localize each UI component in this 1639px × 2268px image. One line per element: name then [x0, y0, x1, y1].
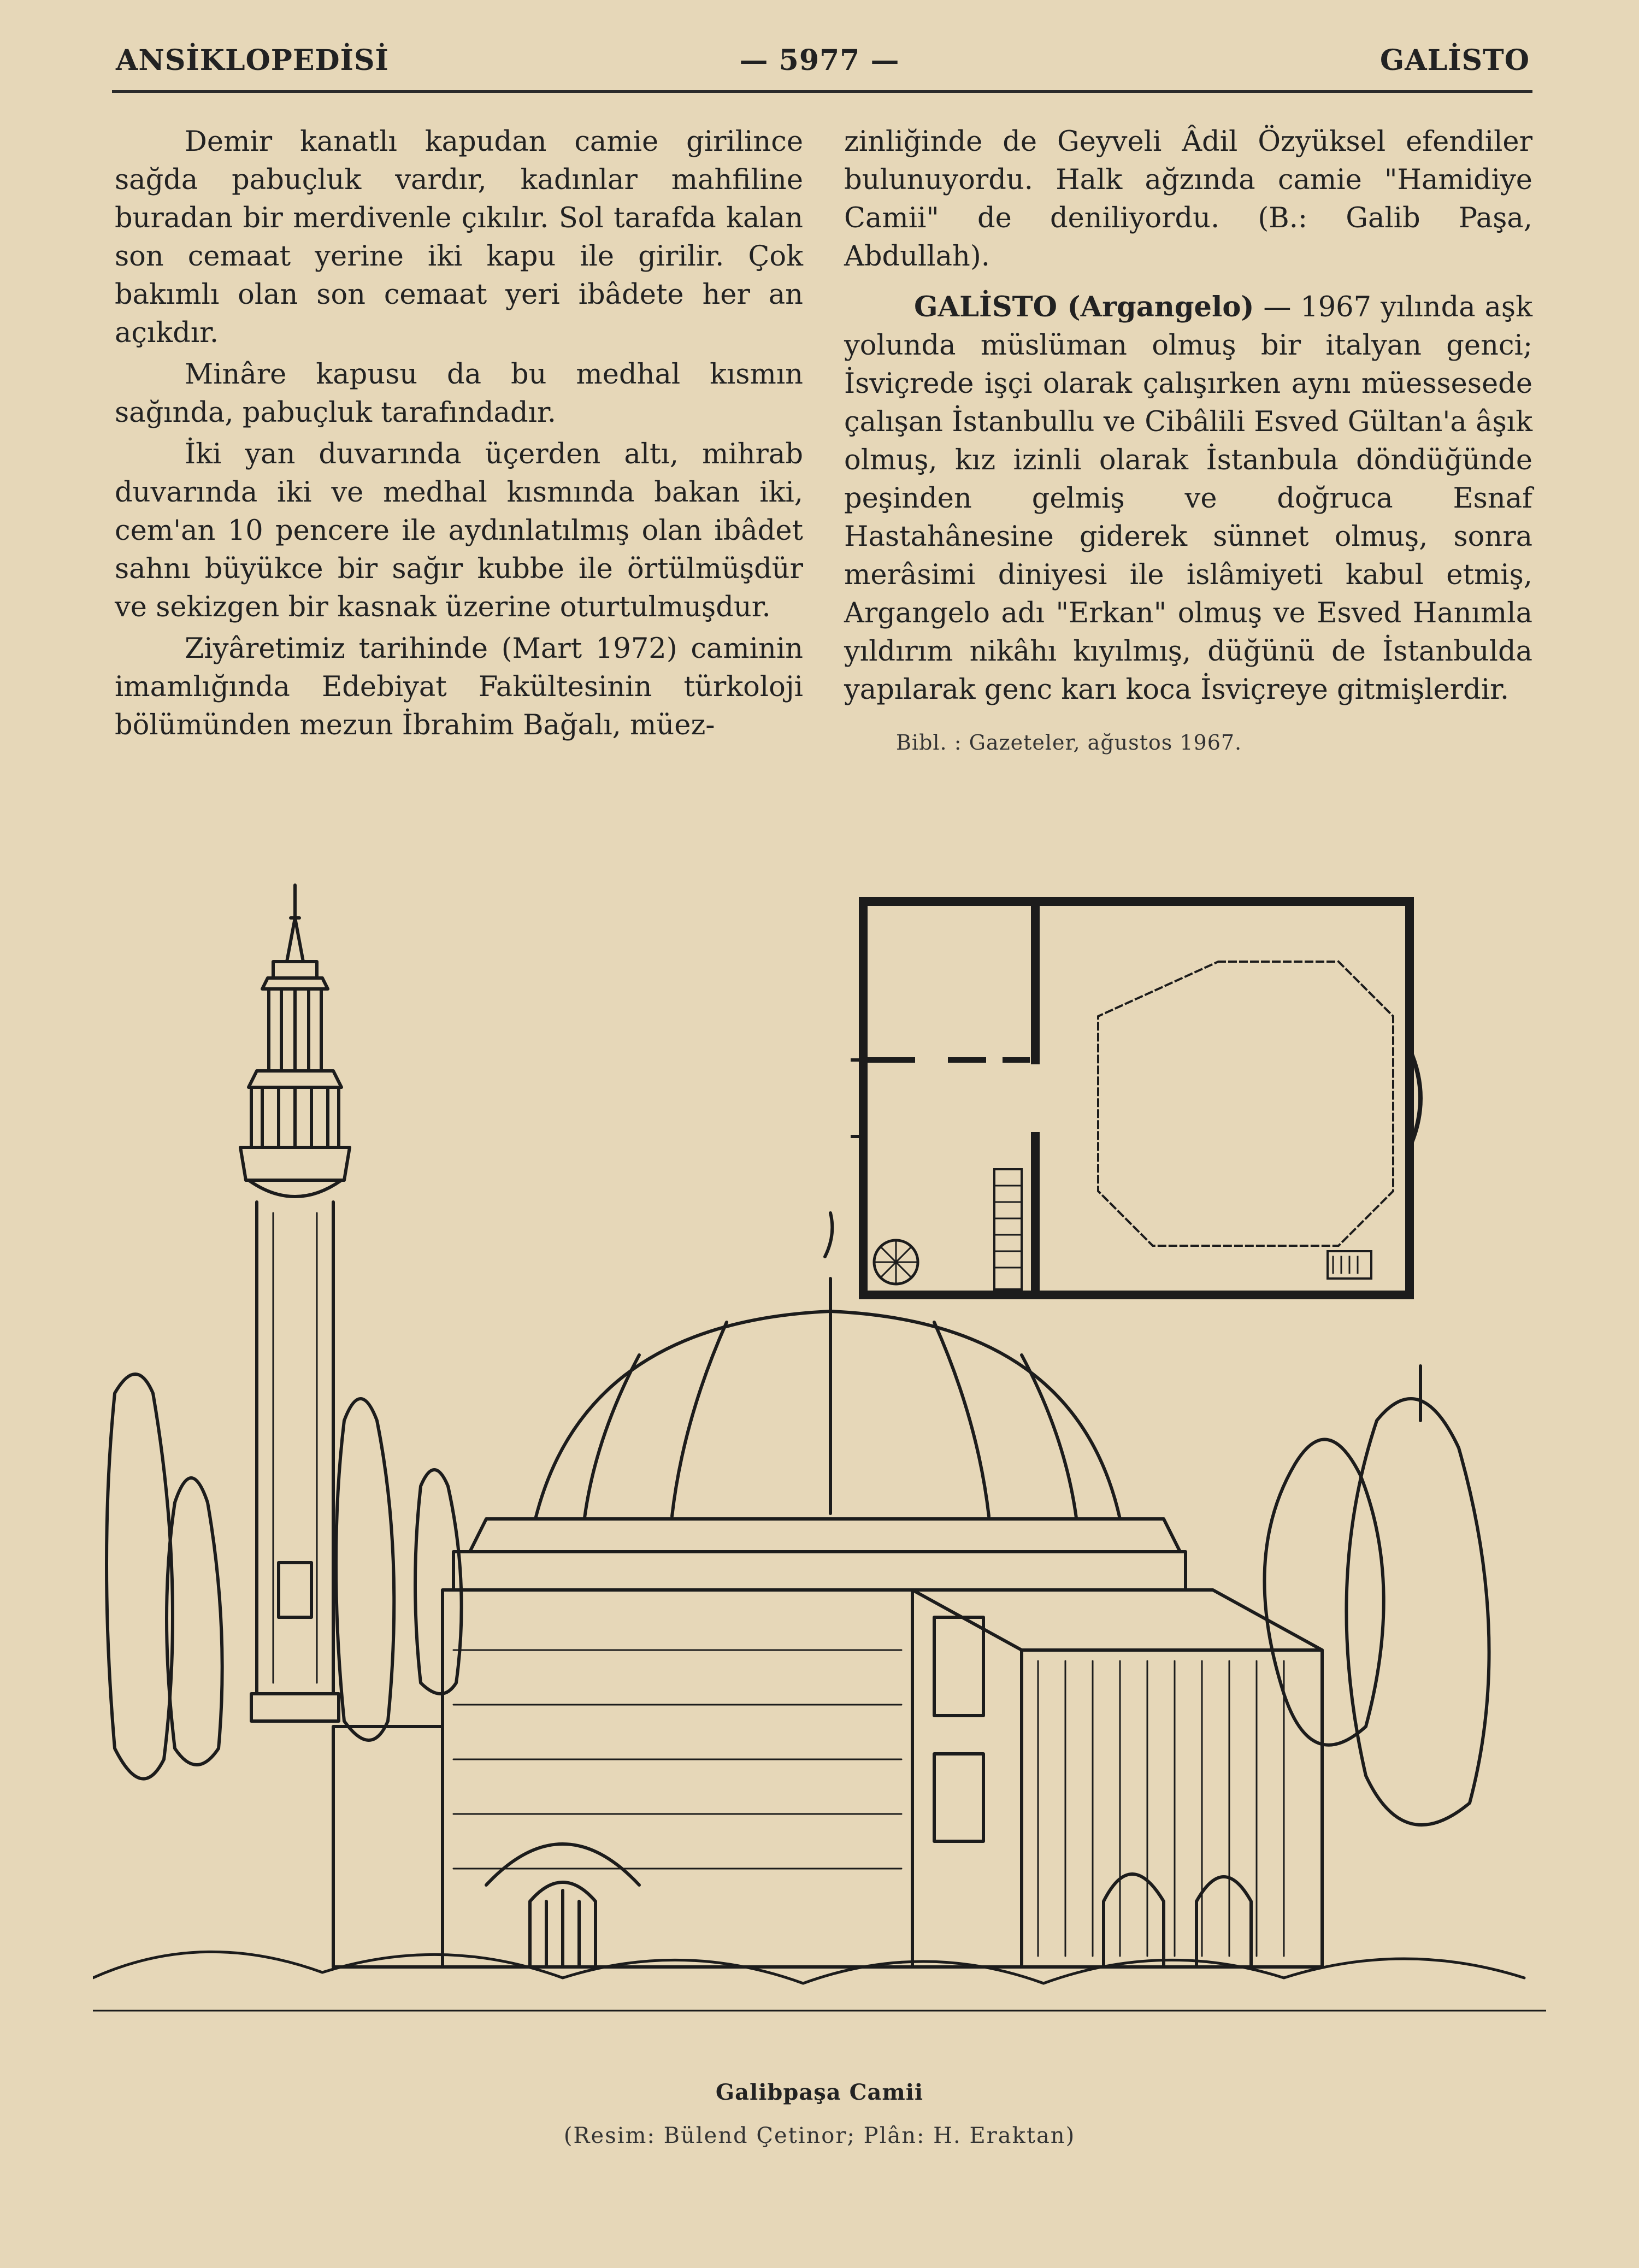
right-column	[844, 123, 1532, 765]
running-head-left: ANSİKLOPEDİSİ	[116, 44, 389, 77]
header-rule	[112, 90, 1532, 93]
paragraph: Minâre kapusu da bu medhal kısmın sağında, pabuçluk tarafındadır.	[115, 358, 803, 429]
entry-headword: GALİSTO (Argangelo)	[914, 291, 1254, 323]
paragraph: Demir kanatlı kapudan camie girilince sağda pabuçluk vardır, kadınlar mahfiline buradan bir merdivenle çıkılır. Sol tarafda kalan son cemaat yerine iki kapu ile girilir. Çok bakımlı olan son cemaat yeri ibâdete her an açıkdır.	[115, 126, 803, 349]
paragraph: Ziyâretimiz tarihinde (Mart 1972) caminin imamlığında Edebiyat Fakültesinin türkoloji bölümünden mezun İbrahim Bağalı, müez-	[115, 633, 803, 741]
page-number: — 5977 —	[739, 44, 900, 77]
entry-body: — 1967 yılında aşk yolunda müslüman olmuş bir italyan genci; İsviçrede işçi olarak çalışırken aynı müessesede çalışan İstanbullu ve Cibâlili Esved Gültan'a âşık olmuş, kız izinli olarak İstanbula döndüğünde peşinden gelmiş ve doğruca Esnaf Hastahânesine giderek sünnet olmuş, sonra merâsimi diniyesi ile islâmiyeti kabul etmiş, Argangelo adı "Erkan" olmuş ve Esved Hanımla yıldırım nikâhı kıyılmış, düğünü de İstanbulda yapılarak genc karı koca İsviçreye gitmişlerdir.	[844, 291, 1532, 706]
left-column	[115, 123, 803, 748]
running-head-right: GALİSTO	[1379, 44, 1530, 77]
entry-galisto	[844, 288, 1532, 709]
bibliography: Bibl. : Gazeteler, ağustos 1967.	[896, 731, 1242, 755]
figure-caption-title: Galibpaşa Camii	[715, 2080, 924, 2105]
floor-plan	[847, 885, 1437, 1322]
paragraph: İki yan duvarında üçerden altı, mihrab duvarında iki ve medhal kısmında bakan iki, cem'an 10 pencere ile aydınlatılmış olan ibâdet sahnı büyükce bir sağır kubbe ile örtülmüşdür ve sekizgen bir kasnak üzerine oturtulmuşdur.	[115, 438, 803, 623]
paragraph-continuation: zinliğinde de Geyveli Âdil Özyüksel efendiler bulunuyordu. Halk ağzında camie "Hamidiye Camii" de deniliyordu. (B.: Galib Paşa, Abdullah).	[844, 126, 1532, 273]
figure-caption-credit: (Resim: Bülend Çetinor; Plân: H. Eraktan)	[563, 2123, 1076, 2148]
